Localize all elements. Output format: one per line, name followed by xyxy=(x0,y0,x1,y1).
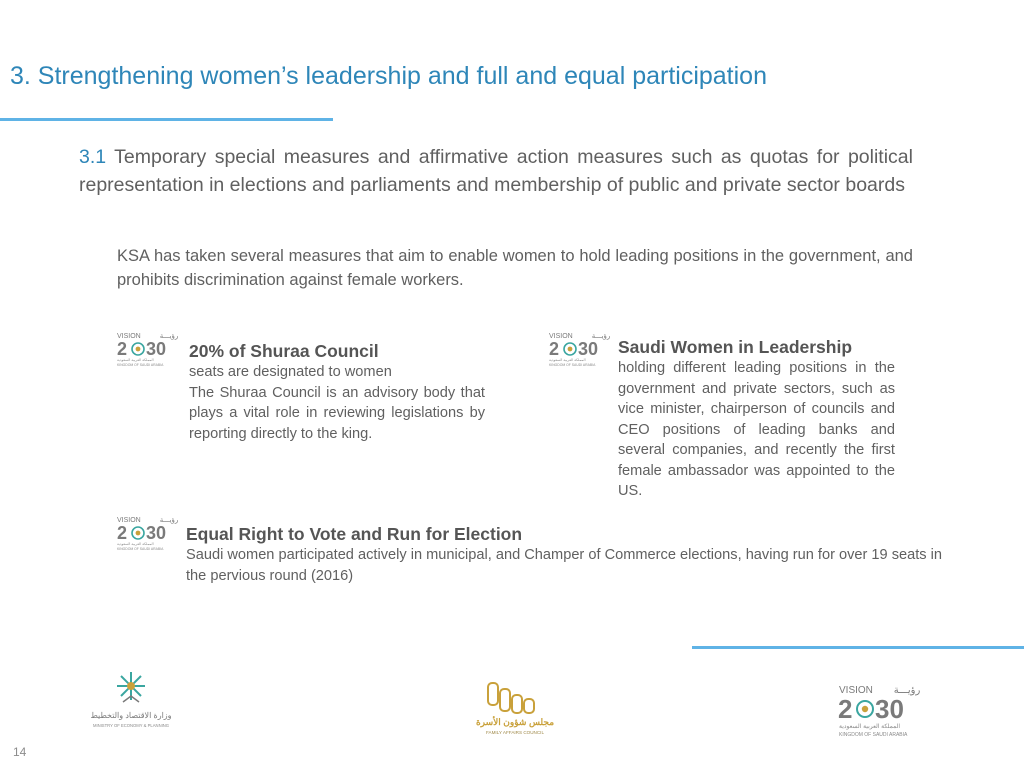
vision-subtitle-en: KINGDOM OF SAUDI ARABIA xyxy=(839,732,908,738)
info-block-leadership xyxy=(618,336,895,502)
info-block-vote xyxy=(186,523,946,586)
vision-arabic: رؤيـــة xyxy=(591,333,611,340)
vision-2030-logo xyxy=(547,330,617,370)
ministry-economy-logo xyxy=(76,664,186,734)
vision-emblem-icon xyxy=(857,701,873,717)
ministry-name-ar: وزارة الاقتصاد والتخطيط xyxy=(90,711,172,720)
family-affairs-council-logo xyxy=(460,675,570,737)
block-line: holding different leading positions in the government and private sectors, such as vice minister, chairperson of councils and CEO positions of leading banks and several companies, and recently the first female ambassador was appointed to the US. xyxy=(618,360,895,499)
info-block-shuraa xyxy=(189,340,485,444)
title-underline xyxy=(0,118,333,121)
vision-subtitle-en: KINGDOM OF SAUDI ARABIA xyxy=(549,363,596,367)
vision-emblem-icon xyxy=(132,343,144,355)
block-line: Saudi women participated actively in municipal, and Champer of Commerce elections, having run for over 19 seats in the pervious round (2016) xyxy=(186,547,943,584)
vision-year-right: 30 xyxy=(578,339,599,359)
block-title: Saudi Women in Leadership xyxy=(618,337,853,357)
palm-emblem-icon xyxy=(117,672,145,702)
vision-year-left: 2 xyxy=(117,339,128,359)
vision-year-left: 2 xyxy=(838,694,853,724)
block-title: Equal Right to Vote and Run for Election xyxy=(186,524,523,544)
vision-2030-logo-large xyxy=(835,682,927,740)
vision-word: VISION xyxy=(117,517,141,524)
page-number: 14 xyxy=(13,745,27,759)
vision-year-right: 30 xyxy=(146,523,167,543)
vision-arabic: رؤيـــة xyxy=(893,685,921,696)
vision-word: VISION xyxy=(117,333,141,340)
block-title: 20% of Shuraa Council xyxy=(189,341,379,361)
vision-subtitle-ar: المملكة العربية السعودية xyxy=(549,358,586,362)
vision-subtitle-ar: المملكة العربية السعودية xyxy=(839,724,901,730)
block-line: The Shuraa Council is an advisory body that plays a vital role in reviewing legislations by reporting directly to the king. xyxy=(189,384,485,442)
vision-word: VISION xyxy=(839,685,873,696)
footer-rule xyxy=(692,646,1024,649)
council-name-en: FAMILY AFFAIRS COUNCIL xyxy=(485,730,545,735)
vision-arabic: رؤيـــة xyxy=(159,517,179,524)
vision-2030-logo xyxy=(115,514,185,554)
vision-emblem-icon xyxy=(132,527,144,539)
council-name-ar: مجلس شؤون الأسرة xyxy=(475,717,555,727)
vision-subtitle-ar: المملكة العربية السعودية xyxy=(117,542,154,546)
block-line: seats are designated to women xyxy=(189,364,392,380)
vision-emblem-icon xyxy=(564,343,576,355)
vision-year-right: 30 xyxy=(875,694,904,724)
vision-2030-logo xyxy=(115,330,185,370)
vision-subtitle-ar: المملكة العربية السعودية xyxy=(117,358,154,362)
family-figures-icon xyxy=(488,683,534,713)
section-heading-text: Temporary special measures and affirmative action measures such as quotas for political representation in elections and parliaments and membership of public and private sector boards xyxy=(79,146,913,196)
vision-year-left: 2 xyxy=(117,523,128,543)
ministry-name-en: MINISTRY OF ECONOMY & PLANNING xyxy=(92,723,170,728)
vision-arabic: رؤيـــة xyxy=(159,333,179,340)
vision-subtitle-en: KINGDOM OF SAUDI ARABIA xyxy=(117,363,164,367)
vision-year-left: 2 xyxy=(549,339,560,359)
vision-subtitle-en: KINGDOM OF SAUDI ARABIA xyxy=(117,547,164,551)
vision-word: VISION xyxy=(549,333,573,340)
vision-year-right: 30 xyxy=(146,339,167,359)
intro-paragraph: KSA has taken several measures that aim to enable women to hold leading positions in the government, and prohibits discrimination against female workers. xyxy=(117,247,913,289)
slide-title: 3. Strengthening women’s leadership and full and equal participation xyxy=(10,62,767,90)
section-number: 3.1 xyxy=(79,146,107,168)
section-heading xyxy=(79,143,913,199)
